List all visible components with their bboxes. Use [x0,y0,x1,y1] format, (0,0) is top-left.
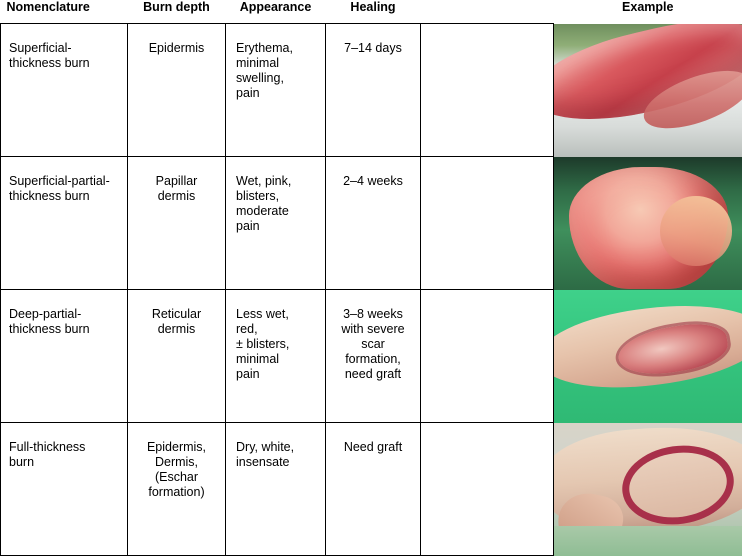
cell-healing: 3–8 weeks with severe scar formation, need graft [326,290,421,423]
cell-burn-depth: Papillar dermis [128,157,226,290]
header-example: Example [554,0,742,24]
cell-appearance: Less wet, red, ± blisters, minimal pain [226,290,326,423]
cell-appearance: Wet, pink, blisters, moderate pain [226,157,326,290]
header-nomenclature: Nomenclature [1,0,128,24]
cell-nomenclature: Superficial-partial- thickness burn [1,157,128,290]
cell-appearance: Dry, white, insensate [226,423,326,556]
cell-burn-depth: Reticular dermis [128,290,226,423]
header-appearance: Appearance [226,0,326,24]
header-blank [421,0,554,24]
table-body [1,24,742,556]
cell-blank [421,157,554,290]
cell-nomenclature: Superficial- thickness burn [1,24,128,157]
cell-healing: 2–4 weeks [326,157,421,290]
cell-burn-depth: Epidermis [128,24,226,157]
cell-blank [421,24,554,157]
table-row [1,157,742,290]
cell-appearance: Erythema, minimal swelling, pain [226,24,326,157]
table-header [1,0,742,24]
cell-nomenclature: Deep-partial- thickness burn [1,290,128,423]
cell-nomenclature: Full-thickness burn [1,423,128,556]
cell-example [554,290,742,423]
cell-example [554,24,742,157]
photo-superficial-thickness-burn-arm [554,24,742,157]
cell-burn-depth: Epidermis, Dermis, (Eschar formation) [128,423,226,556]
photo-full-thickness-burn-thigh [554,423,742,556]
table-row [1,24,742,157]
cell-healing: Need graft [326,423,421,556]
header-row [1,0,742,24]
photo-superficial-partial-thickness-burn-back [554,157,742,290]
header-healing: Healing [326,0,421,24]
cell-healing: 7–14 days [326,24,421,157]
photo-deep-partial-thickness-burn-leg [554,290,742,423]
table-row [1,290,742,423]
cell-example [554,423,742,556]
cell-example [554,157,742,290]
drape-shape [554,526,742,555]
cell-blank [421,423,554,556]
header-burn-depth: Burn depth [128,0,226,24]
table-row [1,423,742,556]
cell-blank [421,290,554,423]
